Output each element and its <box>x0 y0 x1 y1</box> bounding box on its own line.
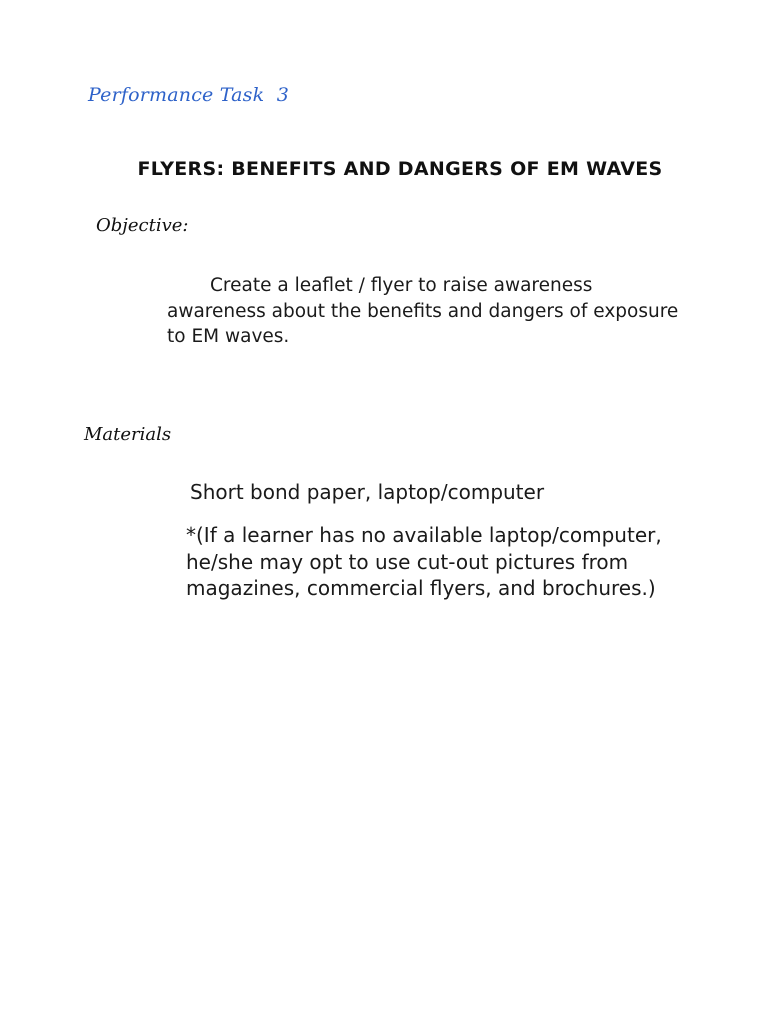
objective-text: Create a leaflet / flyer to raise awareness awareness about the benefits and dangers of exposure to EM waves. <box>167 275 679 347</box>
objective-paragraph <box>167 273 687 350</box>
materials-list: Short bond paper, laptop/computer <box>190 480 545 504</box>
materials-heading: Materials <box>84 424 172 445</box>
objective-heading: Objective: <box>96 215 189 236</box>
performance-task-label: Performance Task 3 <box>88 84 290 106</box>
document-title: FLYERS: BENEFITS AND DANGERS OF EM WAVES <box>137 158 663 180</box>
materials-note: *(If a learner has no available laptop/computer, he/she may opt to use cut-out pictures from magazines, commercial flyers, and brochures.) <box>186 523 662 600</box>
